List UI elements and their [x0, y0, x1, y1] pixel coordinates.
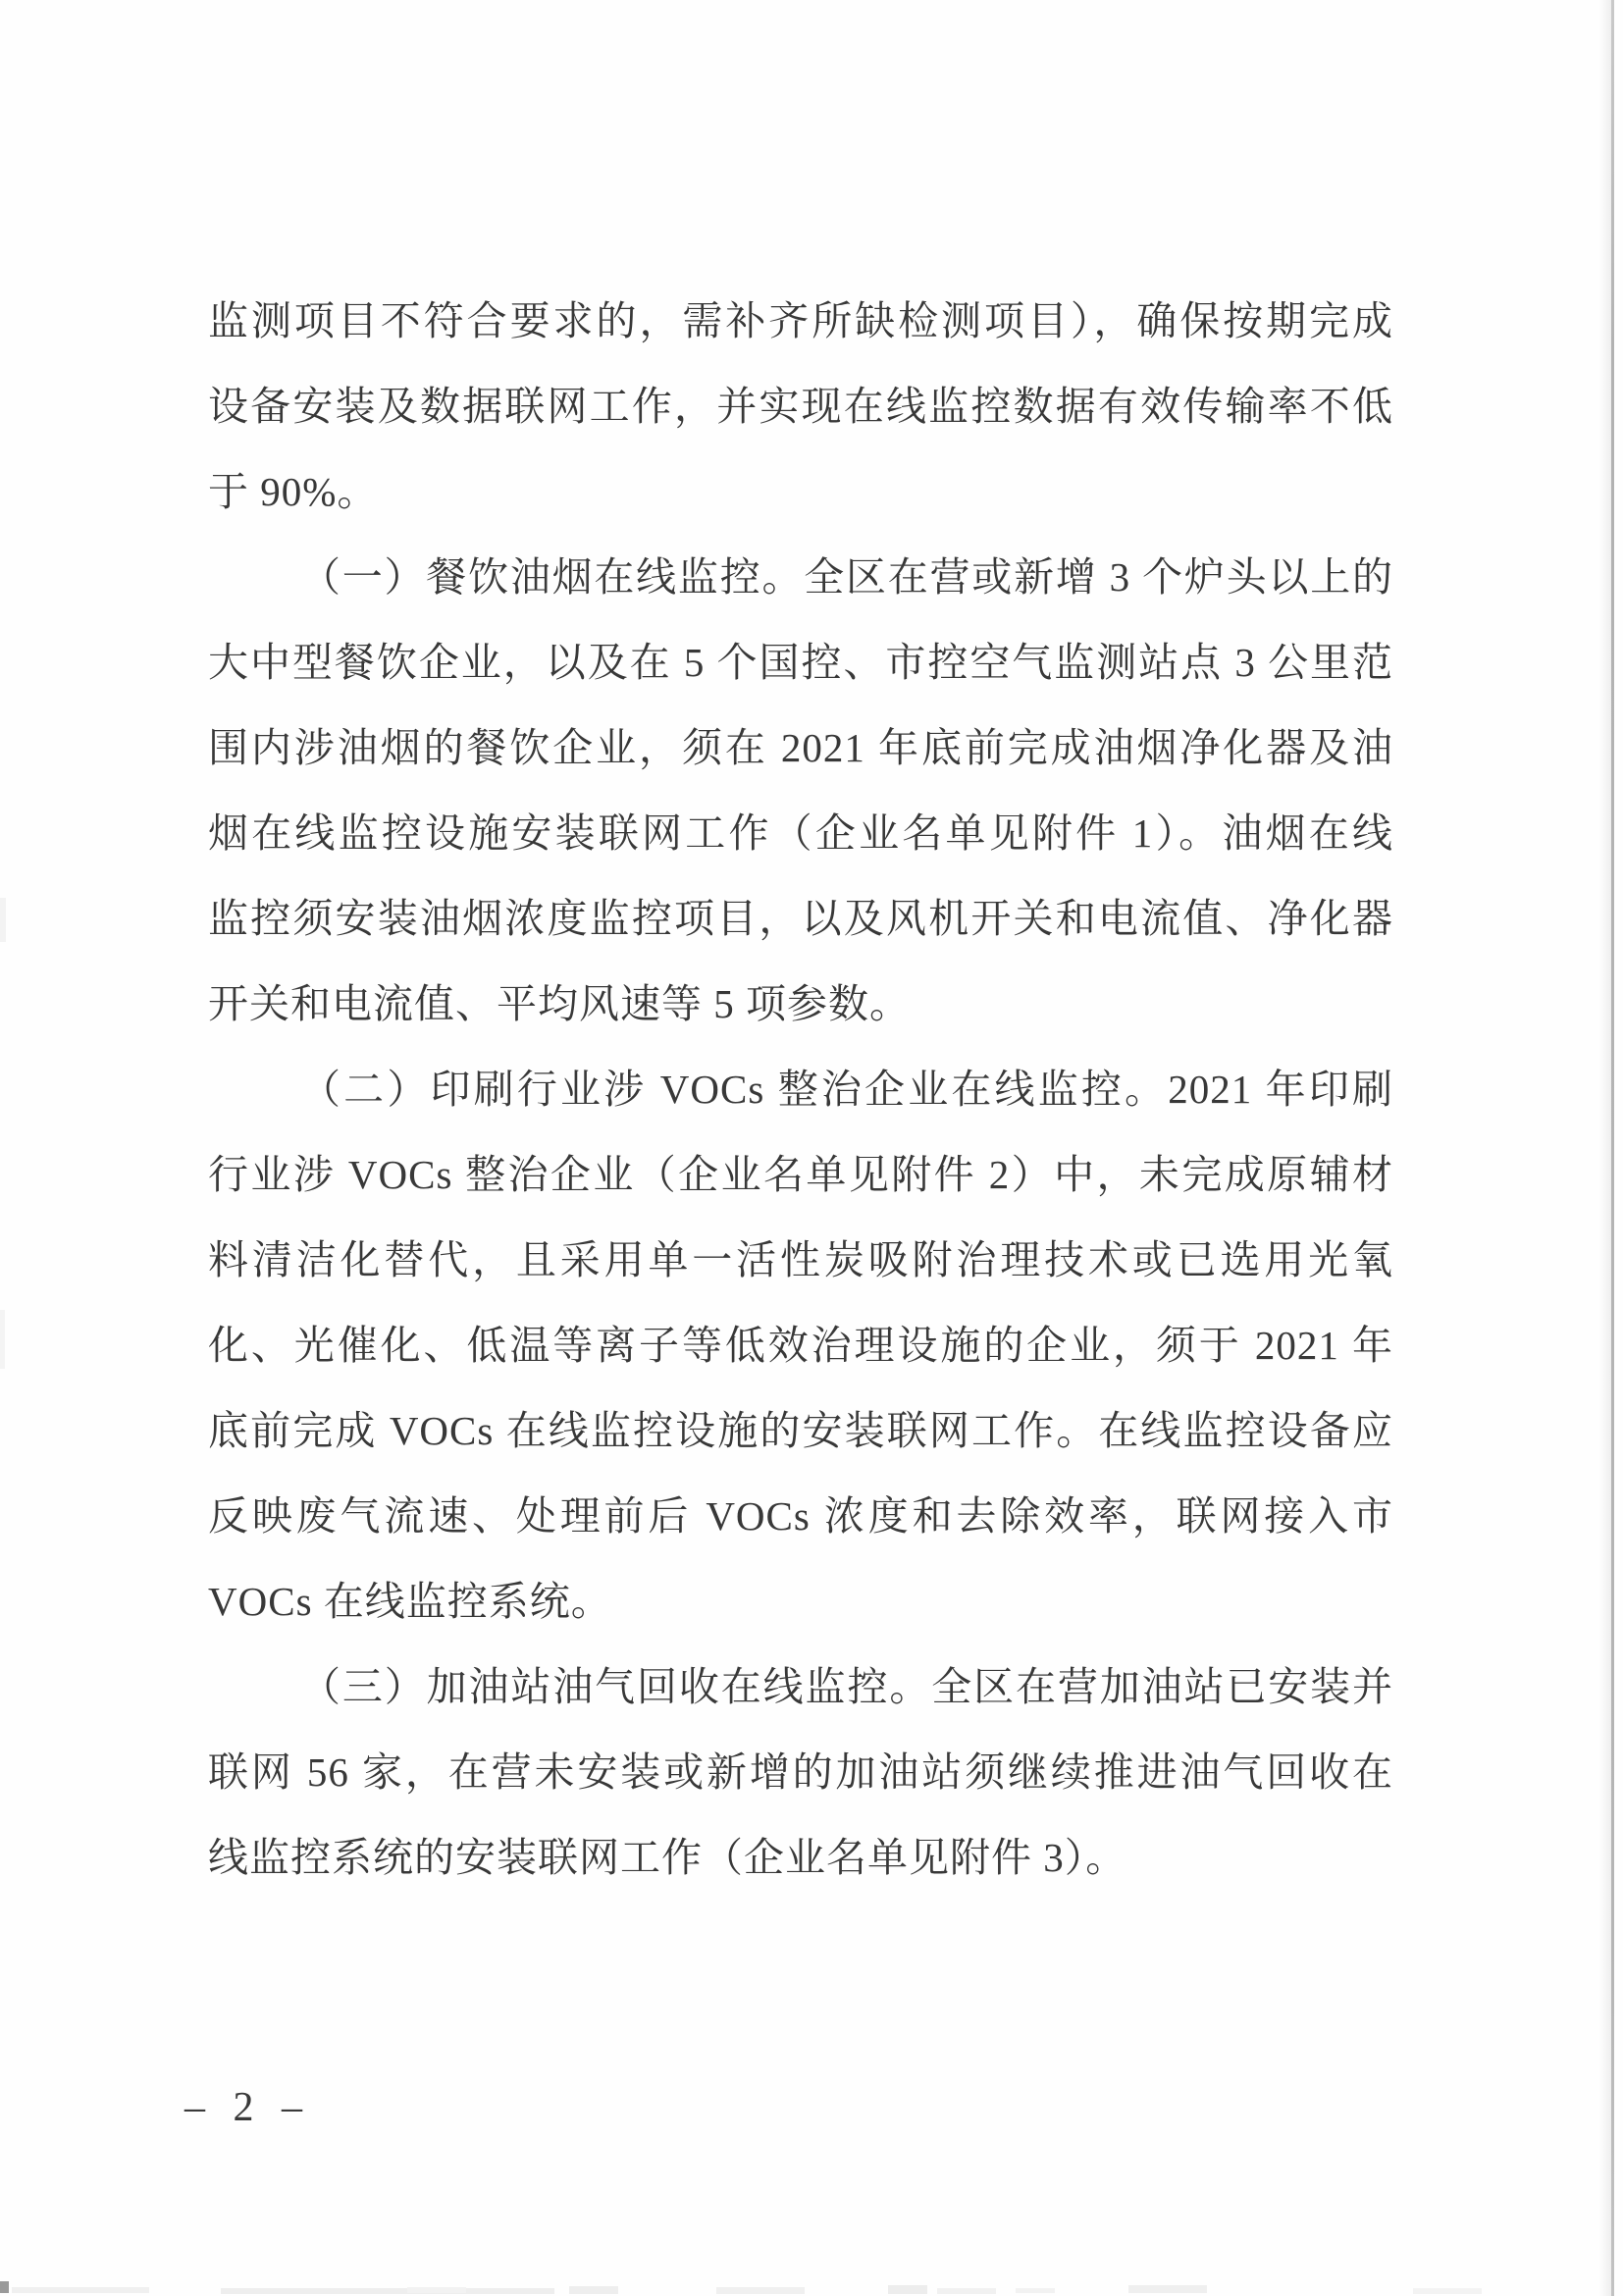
text-line: 联网 56 家，在营未安装或新增的加油站须继续推进油气回收在	[208, 1749, 1393, 1795]
text-line: 监控须安装油烟浓度监控项目，以及风机开关和电流值、净化器	[208, 896, 1393, 941]
scan-artifact	[407, 2287, 466, 2293]
text-line: 大中型餐饮企业，以及在 5 个国控、市控空气监测站点 3 公里范	[208, 640, 1393, 685]
text-line: 设备安装及数据联网工作，并实现在线监控数据有效传输率不低	[208, 384, 1393, 429]
text-line: 底前完成 VOCs 在线监控设施的安装联网工作。在线监控设备应	[208, 1408, 1393, 1453]
scan-artifact	[1016, 2288, 1055, 2293]
scan-artifact	[0, 1310, 5, 1369]
text-line: 开关和电流值、平均风速等 5 项参数。	[208, 981, 911, 1026]
text-line: 监测项目不符合要求的，需补齐所缺检测项目），确保按期完成	[208, 298, 1393, 343]
text-line: 反映废气流速、处理前后 VOCs 浓度和去除效率，联网接入市	[208, 1493, 1393, 1539]
scan-artifact	[12, 2287, 149, 2293]
scan-artifact	[937, 2288, 996, 2294]
text-line: VOCs 在线监控系统。	[208, 1579, 612, 1624]
text-line: （三）加油站油气回收在线监控。全区在营加油站已安装并	[300, 1664, 1393, 1709]
text-line: 料清洁化替代，且采用单一活性炭吸附治理技术或已选用光氧	[208, 1237, 1393, 1282]
text-line: 烟在线监控设施安装联网工作（企业名单见附件 1）。油烟在线	[208, 810, 1393, 856]
text-line: 于 90%。	[208, 469, 379, 514]
scan-artifact	[569, 2286, 618, 2294]
scan-artifact	[1128, 2285, 1207, 2293]
page-number: – 2 –	[184, 2085, 311, 2130]
text-line: 线监控系统的安装联网工作（企业名单见附件 3）。	[208, 1835, 1127, 1880]
text-line: 化、光催化、低温等离子等低效治理设施的企业，须于 2021 年	[208, 1323, 1393, 1368]
scan-artifact	[716, 2287, 805, 2294]
scan-artifact	[888, 2285, 927, 2294]
document-body	[208, 279, 1393, 1901]
text-line: （一）餐饮油烟在线监控。全区在营或新增 3 个炉头以上的	[300, 554, 1393, 600]
text-line: 围内涉油烟的餐饮企业，须在 2021 年底前完成油烟净化器及油	[208, 725, 1393, 770]
scan-artifact	[221, 2288, 554, 2294]
text-line: （二）印刷行业涉 VOCs 整治企业在线监控。2021 年印刷	[300, 1067, 1393, 1112]
scan-edge-line	[1611, 0, 1614, 2296]
text-line: 行业涉 VOCs 整治企业（企业名单见附件 2）中，未完成原辅材	[208, 1152, 1393, 1197]
scan-artifact	[0, 898, 6, 942]
scan-edge-shade	[1599, 0, 1611, 2296]
scan-artifact	[1413, 2288, 1482, 2294]
scan-artifact	[0, 2281, 9, 2293]
